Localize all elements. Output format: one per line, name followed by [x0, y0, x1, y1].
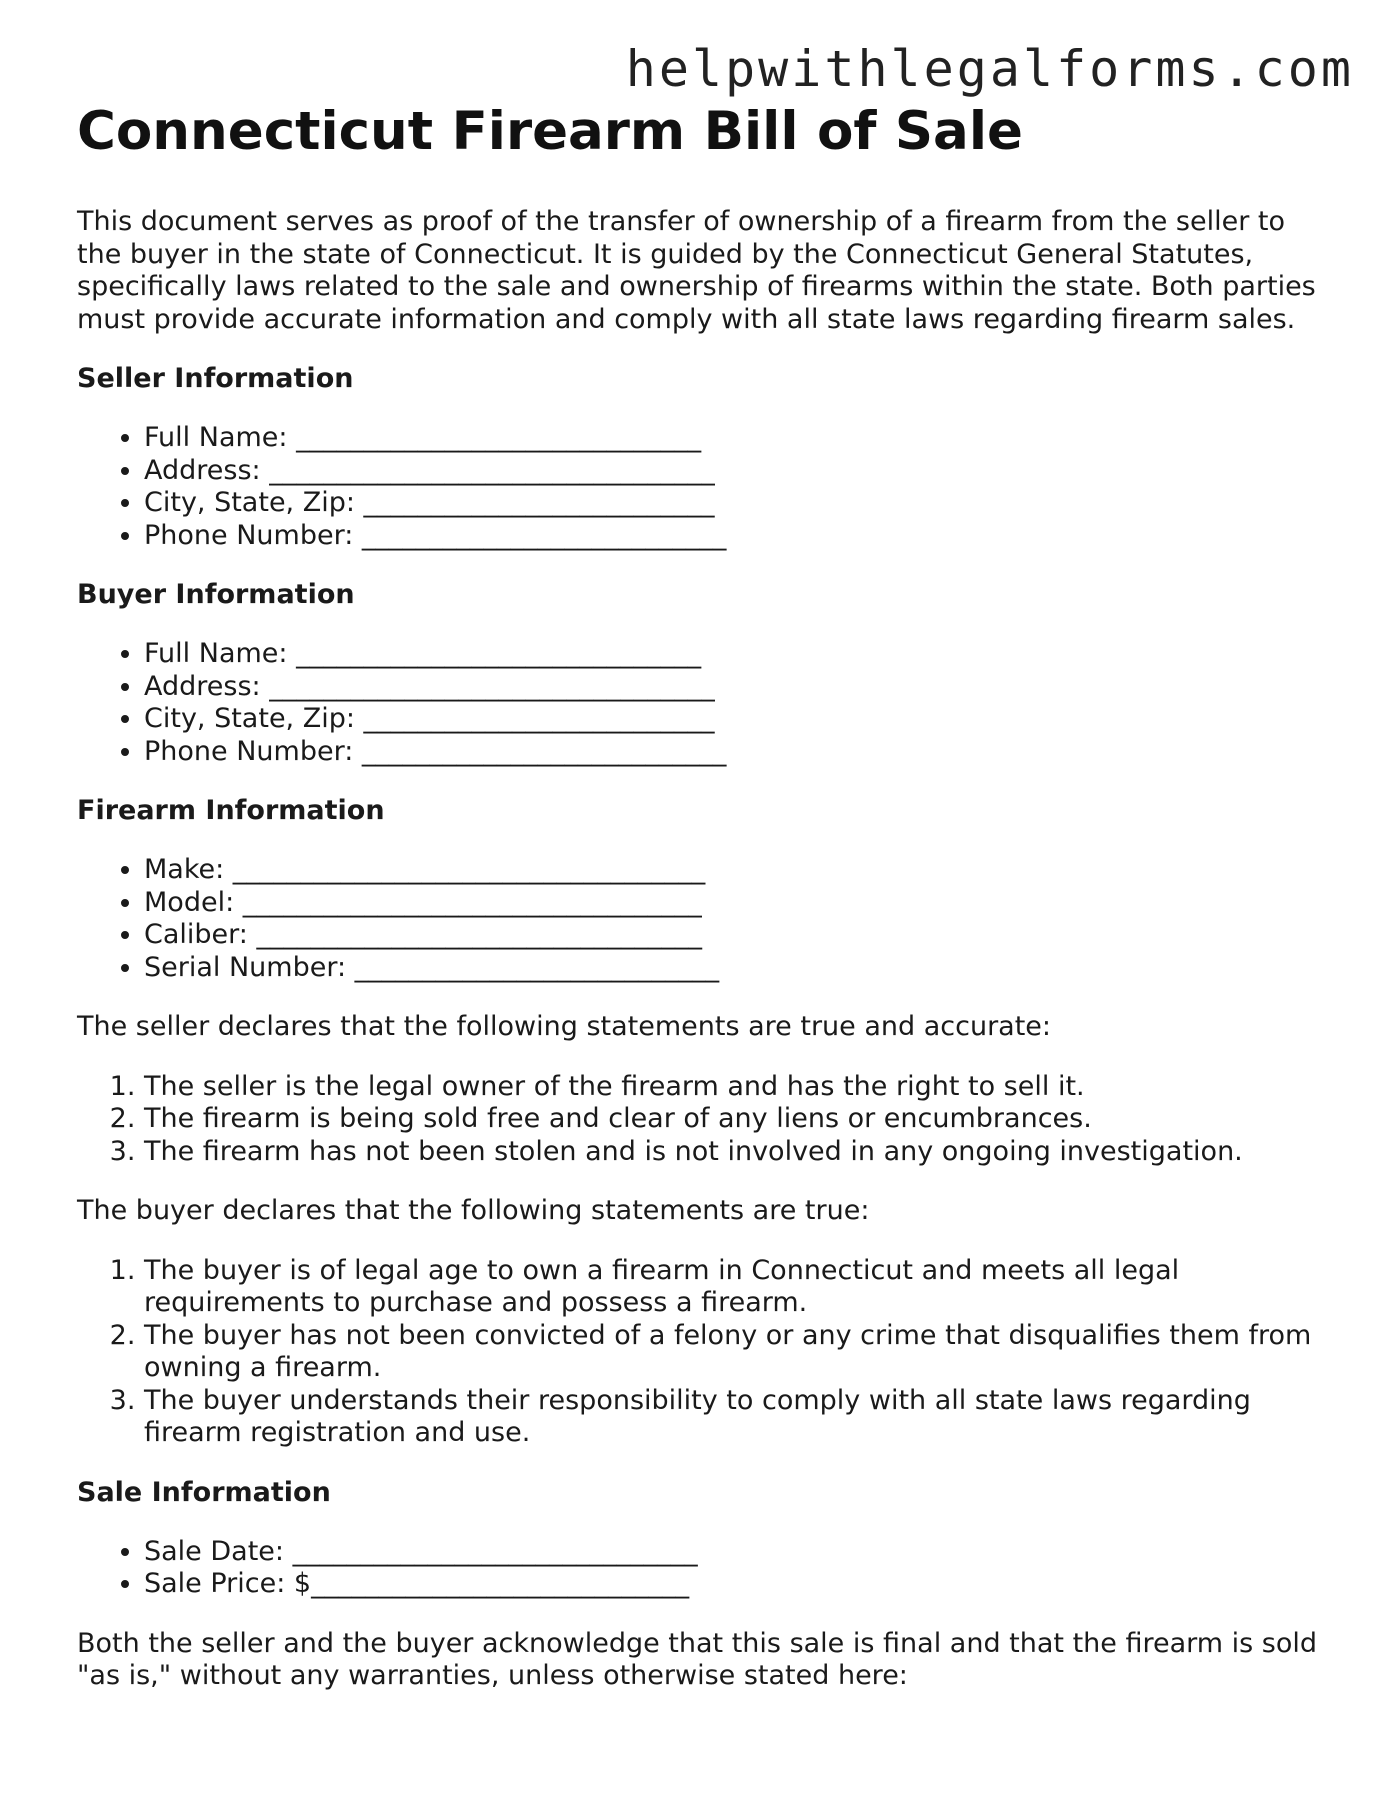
sale-fields [77, 1536, 1337, 1601]
site-watermark: helpwithlegalforms.com [625, 40, 1354, 98]
firearm-make-field[interactable]: • Make: ___________________________________ [144, 854, 1337, 887]
sale-price-field[interactable]: • Sale Price: $____________________________ [144, 1568, 1337, 1601]
seller-heading: Seller Information [77, 363, 354, 394]
sale-heading: Sale Information [77, 1476, 331, 1508]
seller-phone-field[interactable]: • Phone Number: ___________________________ [144, 520, 1337, 553]
seller-full-name-field[interactable]: • Full Name: ______________________________ [144, 422, 1337, 455]
buyer-declaration-item: 3. The buyer understands their responsibility to comply with all state laws regarding firearm registration and use. [144, 1385, 1337, 1450]
firearm-fields [77, 854, 1337, 984]
buyer-declaration-list [77, 1255, 1337, 1450]
seller-declaration-item: 1. The seller is the legal owner of the firearm and has the right to sell it. [144, 1071, 1337, 1104]
seller-city-state-zip-field[interactable]: • City, State, Zip: __________________________ [144, 487, 1337, 520]
seller-address-field[interactable]: • Address: _________________________________ [144, 455, 1337, 488]
buyer-fields [77, 638, 1337, 768]
buyer-heading: Buyer Information [77, 579, 355, 610]
buyer-address-field[interactable]: • Address: _________________________________ [144, 671, 1337, 704]
firearm-serial-field[interactable]: • Serial Number: ___________________________ [144, 952, 1337, 985]
document-title: Connecticut Firearm Bill of Sale [77, 101, 1023, 162]
seller-fields [77, 422, 1337, 552]
firearm-model-field[interactable]: • Model: __________________________________ [144, 887, 1337, 920]
buyer-declaration-lead: The buyer declares that the following statements are true: [77, 1195, 870, 1226]
seller-declaration-lead: The seller declares that the following statements are true and accurate: [77, 1011, 1052, 1042]
sale-date-field[interactable]: • Sale Date: ______________________________ [144, 1536, 1337, 1569]
closing-paragraph: Both the seller and the buyer acknowledge that this sale is final and that the firearm is sold "as is," without any warranties, unless otherwise stated here: [77, 1627, 1318, 1691]
buyer-city-state-zip-field[interactable]: • City, State, Zip: __________________________ [144, 703, 1337, 736]
buyer-full-name-field[interactable]: • Full Name: ______________________________ [144, 638, 1337, 671]
buyer-declaration-item: 1. The buyer is of legal age to own a firearm in Connecticut and meets all legal requirements to purchase and possess a firearm. [144, 1255, 1337, 1320]
buyer-declaration-item: 2. The buyer has not been convicted of a felony or any crime that disqualifies them from owning a firearm. [144, 1320, 1337, 1385]
buyer-phone-field[interactable]: • Phone Number: ___________________________ [144, 736, 1337, 769]
seller-declaration-item: 3. The firearm has not been stolen and is not involved in any ongoing investigation. [144, 1136, 1337, 1169]
firearm-caliber-field[interactable]: • Caliber: _________________________________ [144, 919, 1337, 952]
intro-paragraph: This document serves as proof of the transfer of ownership of a firearm from the seller to the buyer in the state of Connecticut. It is guided by the Connecticut General Statutes, specifically laws related to the sale and ownership of firearms within the state. Both parties must provide accurate information and comply with all state laws regarding firearm sales. [77, 206, 1316, 335]
document-body [77, 96, 1337, 1693]
seller-declaration-item: 2. The firearm is being sold free and clear of any liens or encumbrances. [144, 1103, 1337, 1136]
seller-declaration-list [77, 1071, 1337, 1169]
firearm-heading: Firearm Information [77, 795, 385, 826]
